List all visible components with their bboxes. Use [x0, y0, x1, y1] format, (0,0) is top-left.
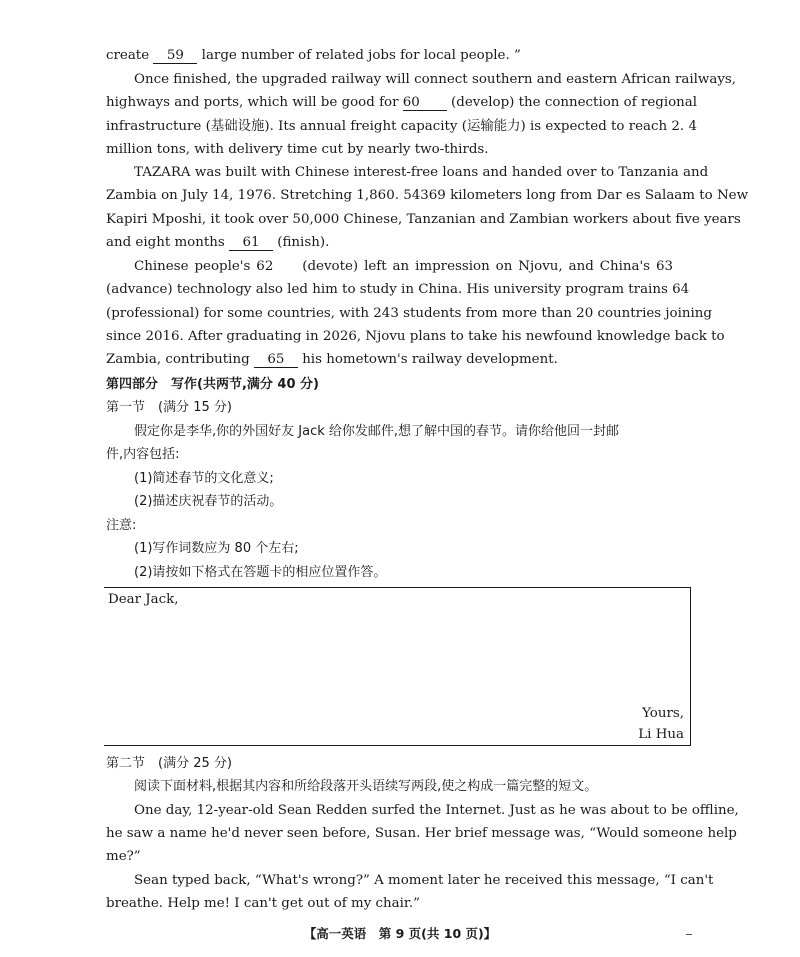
text-line: [106, 281, 696, 299]
text-span: and eight months: [106, 235, 225, 250]
note-item: (2)请按如下格式在答题卡的相应位置作答。: [134, 565, 387, 580]
blank-59: 59: [153, 48, 197, 64]
note-item: (1)写作词数应为 80 个左右;: [134, 541, 299, 556]
text-span: his hometown's railway development.: [302, 352, 558, 367]
text-line: Once finished, the upgraded railway will connect southern and eastern African railways,: [134, 72, 737, 87]
text-span: highways and ports, which will be good for: [106, 95, 399, 110]
text-line: [106, 234, 696, 252]
corner-mark: [686, 934, 692, 935]
note-label: 注意:: [106, 518, 137, 533]
text-span: (develop) the connection of regional: [451, 95, 698, 110]
text-line: Zambia on July 14, 1976. Stretching 1,860. 54369 kilometers long from Dar es Salaam to New: [106, 188, 749, 203]
text-line: [106, 47, 696, 65]
text-line: Kapiri Mposhi, it took over 50,000 Chinese, Tanzanian and Zambian workers about five years: [106, 212, 741, 227]
text-line: [134, 258, 696, 276]
story-line: he saw a name he'd never seen before, Susan. Her brief message was, “Would someone help: [106, 826, 737, 841]
task-text: 件,内容包括:: [106, 447, 180, 462]
story-line: breathe. Help me! I can't get out of my chair.”: [106, 896, 420, 911]
letter-greeting: Dear Jack,: [108, 592, 179, 607]
story-line: me?”: [106, 849, 141, 864]
text-span: create: [106, 48, 150, 63]
task-text: 假定你是李华,你的外国好友 Jack 给你发邮件,想了解中国的春节。请你给他回一封邮: [134, 424, 620, 439]
text-line: (professional) for some countries, with 243 students from more than 20 countries joining: [106, 306, 713, 321]
letter-format-box: [104, 587, 691, 746]
text-line: since 2016. After graduating in 2026, Njovu plans to take his newfound knowledge back to: [106, 329, 725, 344]
subsection-title: 第二节 (满分 25 分): [106, 756, 232, 771]
letter-signature: Li Hua: [638, 727, 684, 742]
task-text: 阅读下面材料,根据其内容和所给段落开头语续写两段,使之构成一篇完整的短文。: [134, 779, 598, 794]
task-point: (1)简述春节的文化意义;: [134, 471, 274, 486]
text-span: Chinese people's: [134, 259, 251, 274]
text-span: (advance) technology also led him to study in China. His university program trains: [106, 282, 668, 297]
text-span: (devote) left an impression on Njovu, and China's: [302, 259, 651, 274]
story-line: Sean typed back, “What's wrong?” A moment later he received this message, “I can't: [134, 873, 714, 888]
blank-65: 65: [254, 352, 298, 368]
text-span: large number of related jobs for local people. ”: [201, 48, 521, 63]
text-line: TAZARA was built with Chinese interest-free loans and handed over to Tanzania and: [134, 165, 709, 180]
page-footer: 【高一英语 第 9 页(共 10 页)】: [303, 926, 497, 941]
text-line: million tons, with delivery time cut by nearly two-thirds.: [106, 142, 489, 157]
task-point: (2)描述庆祝春节的活动。: [134, 494, 283, 509]
text-line: [106, 94, 696, 112]
section-title: 第四部分 写作(共两节,满分 40 分): [106, 377, 319, 392]
text-line: [106, 351, 696, 369]
text-line: infrastructure (基础设施). Its annual freight capacity (运输能力) is expected to reach 2. 4: [106, 119, 697, 134]
text-span: Zambia, contributing: [106, 352, 250, 367]
blank-61: 61: [229, 235, 273, 251]
subsection-title: 第一节 (满分 15 分): [106, 400, 232, 415]
text-span: (finish).: [277, 235, 330, 250]
blank-62: 62: [256, 259, 274, 274]
blank-60: 60: [403, 95, 447, 111]
blank-64: 64: [672, 282, 690, 297]
letter-closing: Yours,: [642, 706, 684, 721]
blank-63: 63: [656, 259, 674, 274]
story-line: One day, 12-year-old Sean Redden surfed the Internet. Just as he was about to be offline,: [134, 803, 739, 818]
